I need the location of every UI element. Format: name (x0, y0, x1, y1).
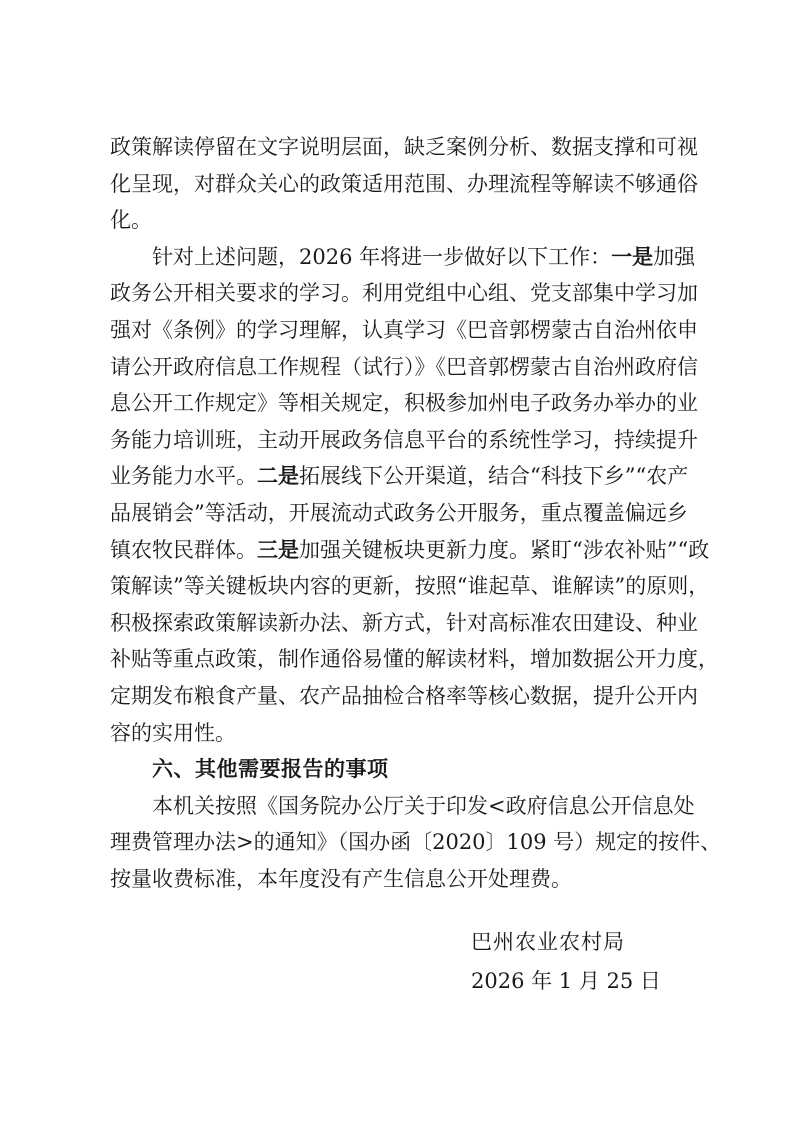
paragraph-2-text: 加强 (653, 244, 696, 269)
paragraph-2-line-8: 品展销会”等活动，开展流动式政务公开服务，重点覆盖偏远乡 (110, 500, 688, 525)
paragraph-3-line-2: 理费管理办法>的通知》（国办函〔2020〕109 号）规定的按件、 (110, 830, 722, 855)
paragraph-2-text: 加强关键板块更新力度。紧盯“涉农补贴”“政 (299, 537, 710, 562)
paragraph-2-line-10: 策解读”等关键板块内容的更新，按照“谁起草、谁解读”的原则， (110, 574, 710, 599)
paragraph-2-line-5: 息公开工作规定》等相关规定，积极参加州电子政务办举办的业 (110, 391, 698, 416)
paragraph-2-text: 针对上述问题，2026 年将进一步做好以下工作： (152, 244, 612, 269)
paragraph-2-line-13: 定期发布粮食产量、农产品抽检合格率等核心数据，提升公开内 (110, 683, 698, 708)
paragraph-2-line-7 (110, 458, 689, 495)
paragraph-3-line-1: 本机关按照《国务院办公厅关于印发<政府信息公开信息处 (152, 793, 695, 818)
signature-date: 2026 年 1 月 25 日 (471, 969, 661, 993)
paragraph-2-text: 业务能力水平。 (110, 464, 257, 489)
paragraph-2-line-11: 积极探索政策解读新办法、新方式，针对高标准农田建设、种业 (110, 610, 698, 635)
point-three-label: 三是 (257, 537, 299, 562)
point-two-label: 二是 (257, 464, 299, 489)
paragraph-2-line-12: 补贴等重点政策，制作通俗易懂的解读材料，增加数据公开力度， (110, 647, 719, 672)
paragraph-1-line-3: 化。 (110, 208, 152, 233)
paragraph-2-line-3: 强对《条例》的学习理解，认真学习《巴音郭楞蒙古自治州依申 (110, 317, 698, 342)
document-body (110, 129, 722, 897)
paragraph-2-line-14: 容的实用性。 (110, 720, 236, 745)
section-6-heading: 六、其他需要报告的事项 (152, 757, 389, 782)
paragraph-2-line-1 (110, 239, 696, 276)
point-one-label: 一是 (611, 244, 654, 269)
paragraph-1-line-2: 化呈现，对群众关心的政策适用范围、办理流程等解读不够通俗 (110, 171, 698, 196)
paragraph-2-line-2: 政务公开相关要求的学习。利用党组中心组、党支部集中学习加 (110, 281, 698, 306)
signature-organization: 巴州农业农村局 (471, 930, 625, 954)
paragraph-2-line-6: 务能力培训班，主动开展政务信息平台的系统性学习，持续提升 (110, 427, 698, 452)
paragraph-2-text: 镇农牧民群体。 (110, 537, 257, 562)
paragraph-2-line-4: 请公开政府信息工作规程（试行）》《巴音郭楞蒙古自治州政府信 (110, 354, 698, 379)
paragraph-3-line-3: 按量收费标准，本年度没有产生信息公开处理费。 (110, 866, 572, 891)
paragraph-1-line-1: 政策解读停留在文字说明层面，缺乏案例分析、数据支撑和可视 (110, 135, 698, 159)
paragraph-2-line-9 (110, 532, 710, 569)
paragraph-2-text: 拓展线下公开渠道，结合“科技下乡”“农产 (299, 464, 689, 489)
